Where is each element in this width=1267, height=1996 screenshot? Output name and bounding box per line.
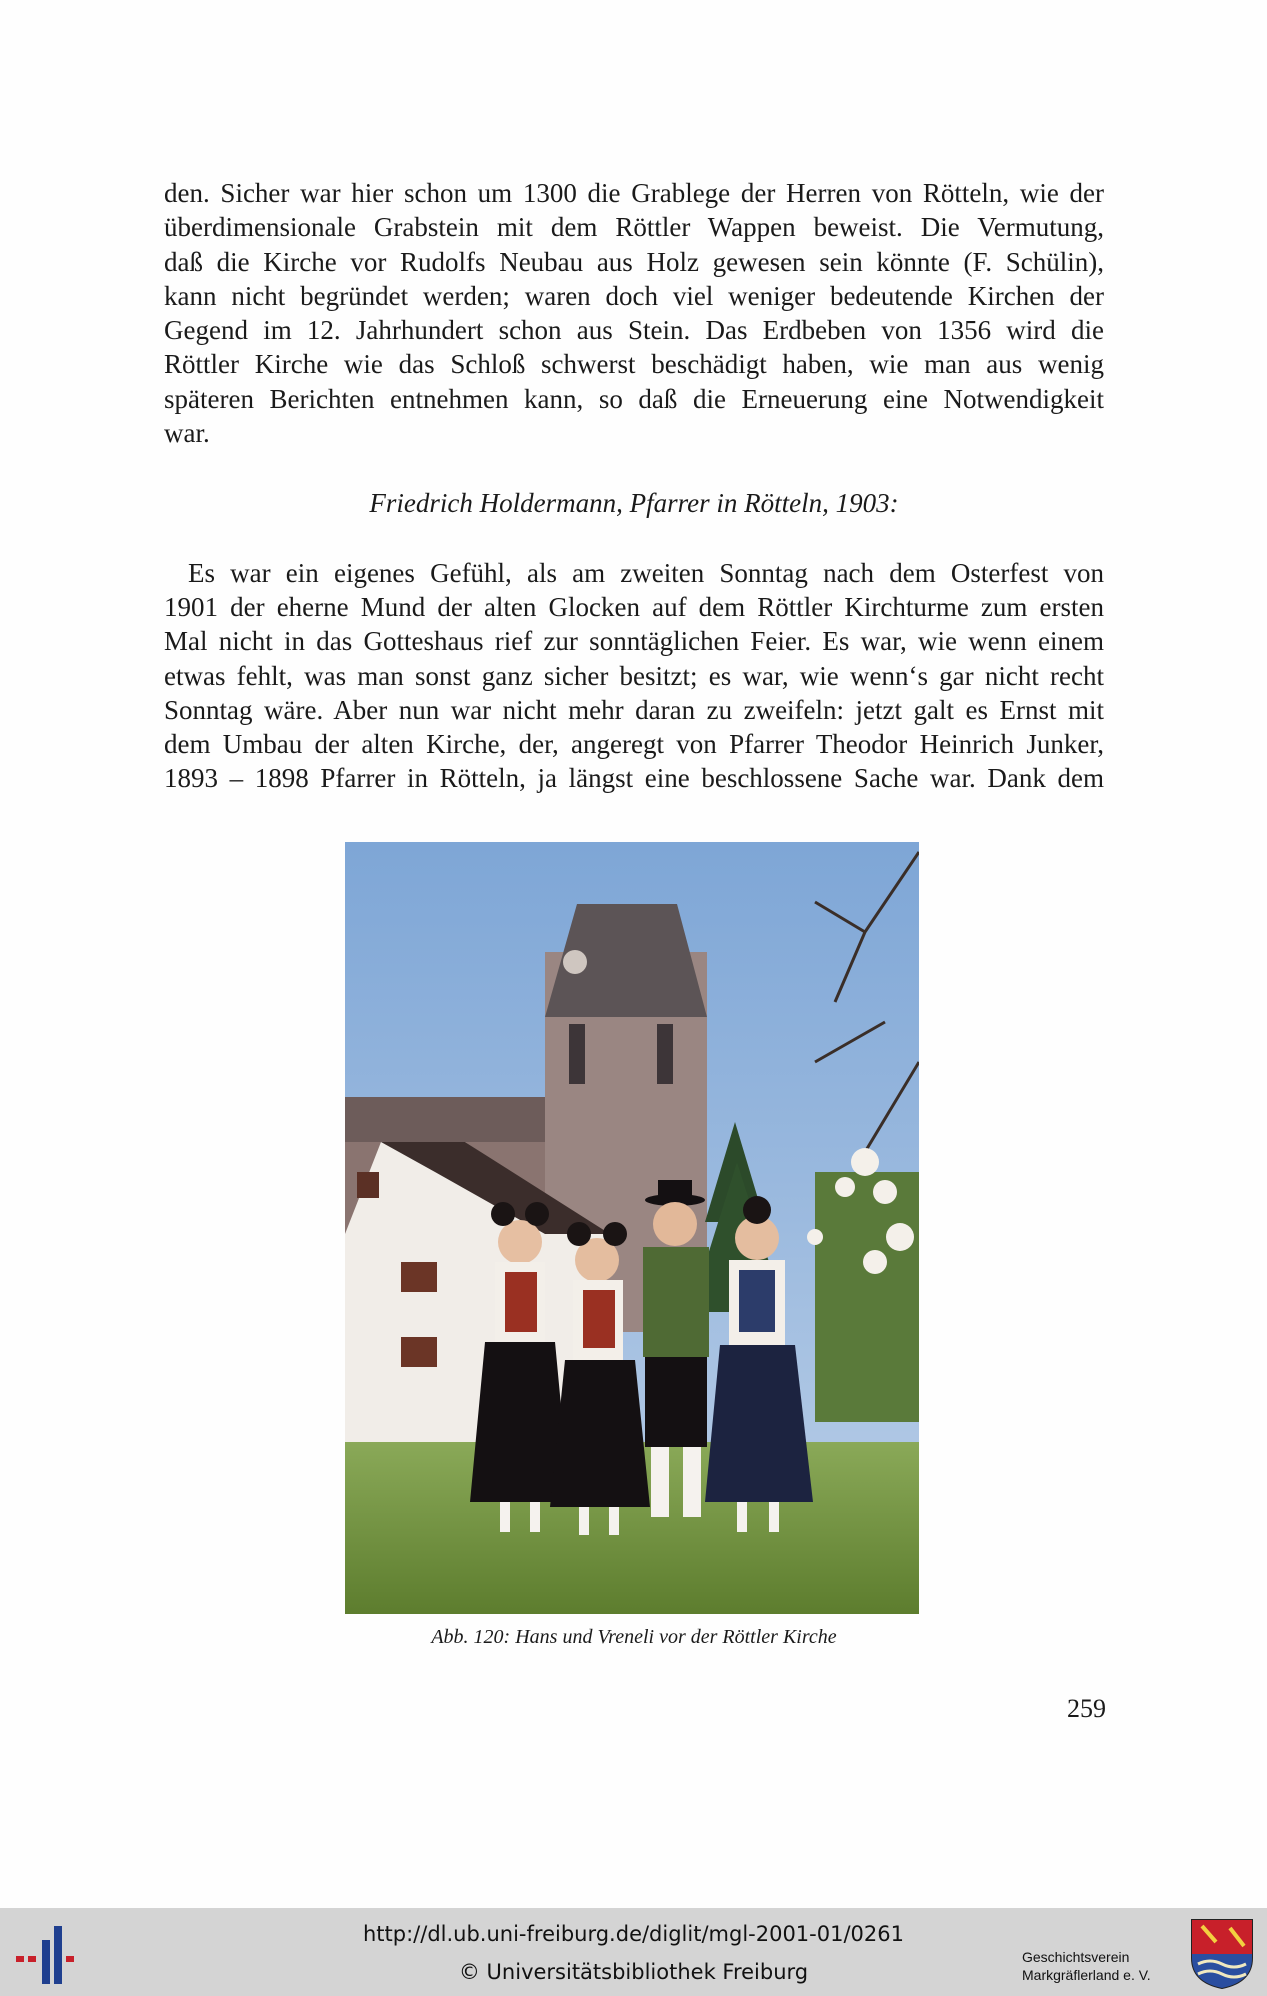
paragraph-2 <box>164 556 1104 795</box>
text-line: überdimensionale Grabstein mit dem Röttler Wappen beweist. Die Vermutung, <box>164 212 1104 243</box>
photo-church-costumes <box>345 842 919 1614</box>
paragraph-1 <box>164 176 1104 450</box>
text-line: Mal nicht in das Gotteshaus rief zur sonntäglichen Feier. Es war, wie wenn einem <box>164 626 1104 657</box>
society-line-1: Geschichtsverein <box>1022 1949 1130 1965</box>
text-line: 1901 der eherne Mund der alten Glocken auf dem Röttler Kirchturme zum ersten <box>164 592 1104 623</box>
text-line: dem Umbau der alten Kirche, der, angeregt von Pfarrer Theodor Heinrich Junker, <box>164 729 1104 760</box>
coat-of-arms-icon <box>1190 1918 1254 1990</box>
text-line: war. <box>164 418 210 449</box>
text-line: kann nicht begründet werden; waren doch viel weniger bedeutende Kirchen der <box>164 280 1104 311</box>
footer-copyright: © Universitätsbibliothek Freiburg <box>458 1960 809 1984</box>
society-line-2: Markgräflerland e. V. <box>1022 1967 1151 1983</box>
text-line: den. Sicher war hier schon um 1300 die Grablege der Herren von Rötteln, wie der <box>164 178 1104 208</box>
text-line: 1893 – 1898 Pfarrer in Rötteln, ja längst eine beschlossene Sache war. Dank dem <box>164 763 1104 794</box>
text-line: daß die Kirche vor Rudolfs Neubau aus Holz gewesen sein könnte (F. Schülin), <box>164 246 1104 277</box>
text-line: Röttler Kirche wie das Schloß schwerst beschädigt haben, wie man aus wenig <box>164 349 1104 380</box>
section-heading: Friedrich Holdermann, Pfarrer in Rötteln, 1903: <box>369 488 899 518</box>
text-line: Es war ein eigenes Gefühl, als am zweiten Sonntag nach dem Osterfest von <box>188 558 1104 588</box>
text-line: etwas fehlt, was man sonst ganz sicher besitzt; es war, wie wenn‘s gar nicht recht <box>164 660 1104 691</box>
footer-url-link[interactable]: http://dl.ub.uni-freiburg.de/diglit/mgl-2001-01/0261 <box>362 1922 904 1946</box>
society-name <box>1022 1948 1182 1984</box>
page-number: 259 <box>1067 1694 1106 1723</box>
text-line: Sonntag wäre. Aber nun war nicht mehr daran zu zweifeln: jetzt galt es Ernst mit <box>164 694 1104 725</box>
photo-illustration <box>345 842 919 1614</box>
text-line: späteren Berichten entnehmen kann, so daß die Erneuerung eine Notwendigkeit <box>164 383 1104 414</box>
text-line: Gegend im 12. Jahrhundert schon aus Stein. Das Erdbeben von 1356 wird die <box>164 315 1104 346</box>
footer-bar <box>0 1908 1267 1996</box>
figure-caption: Abb. 120: Hans und Vreneli vor der Röttler Kirche <box>431 1626 837 1648</box>
